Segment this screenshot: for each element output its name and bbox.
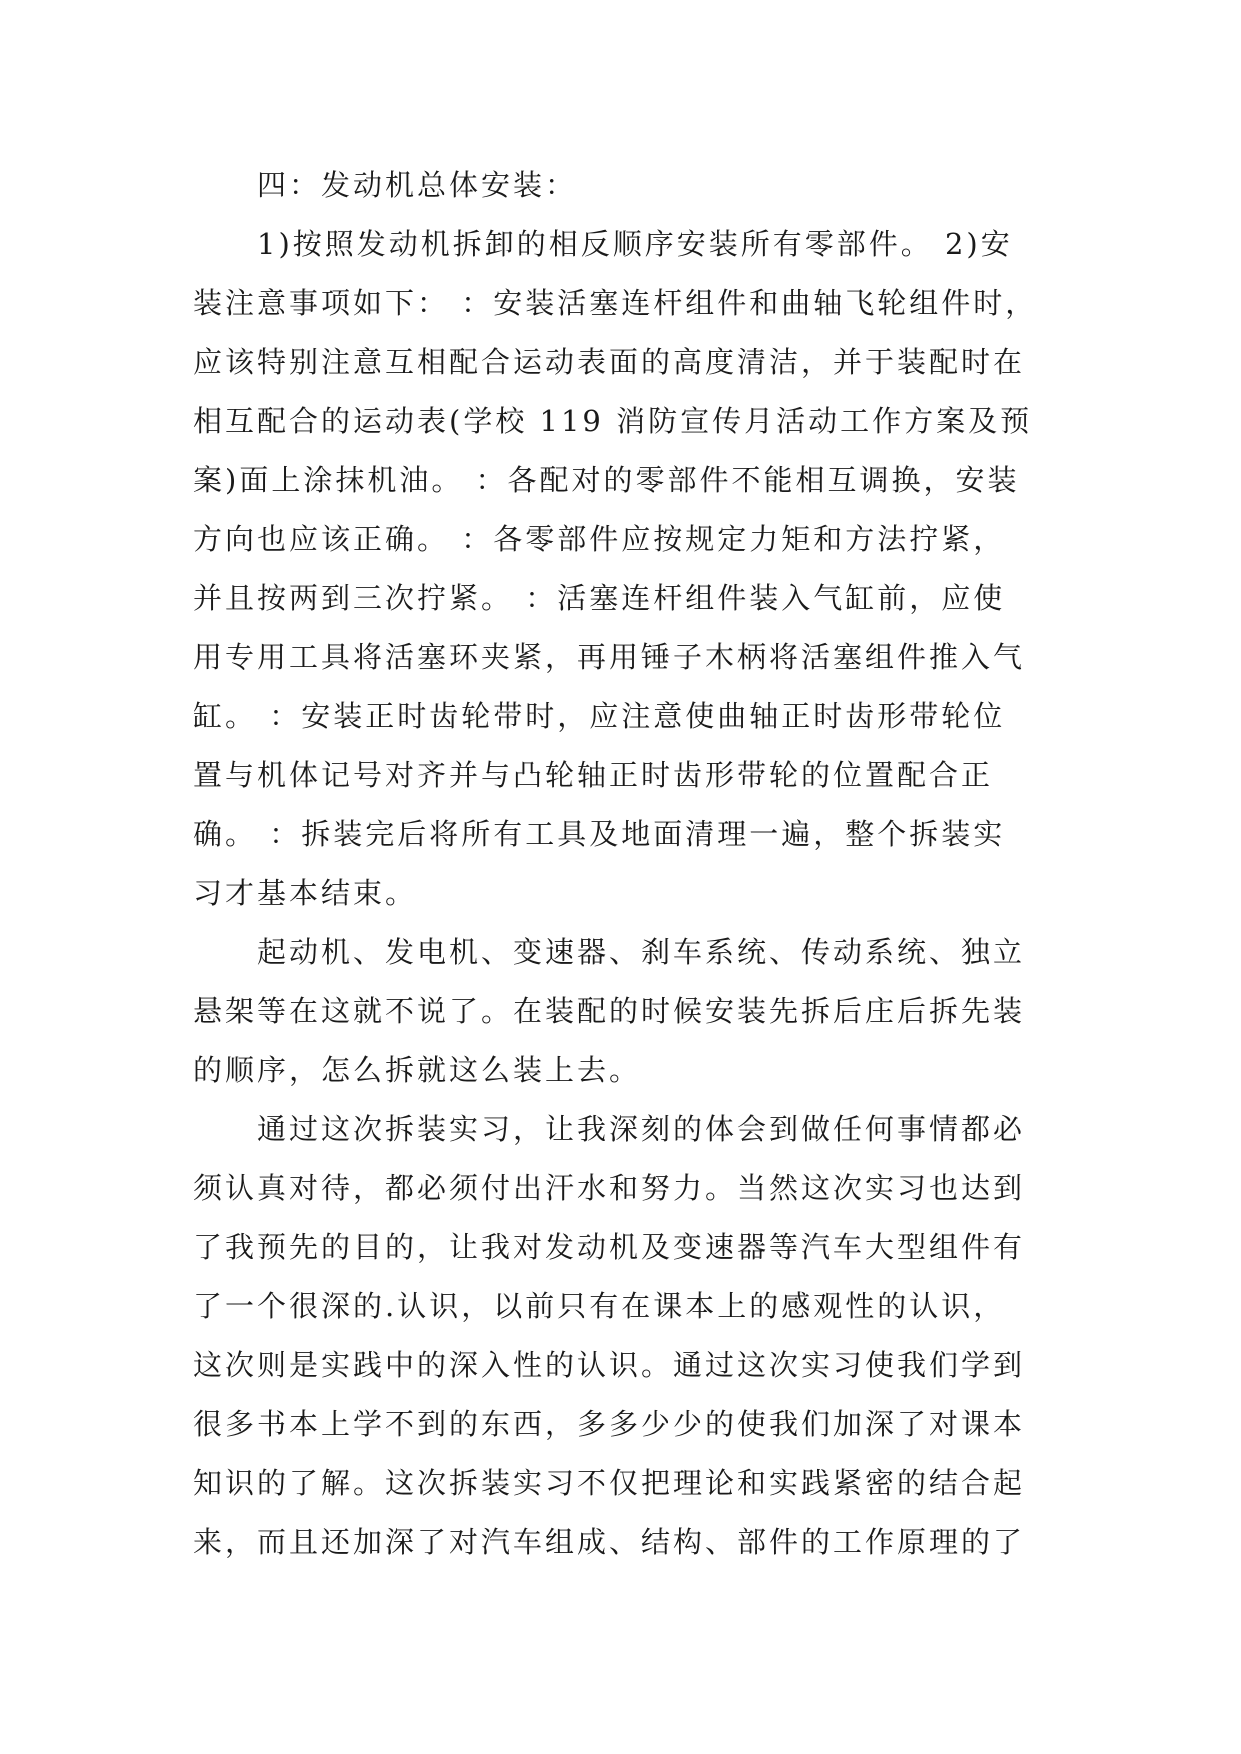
text-line: 这次则是实践中的深入性的认识。通过这次实习使我们学到: [193, 1348, 1026, 1382]
text-line: 并且按两到三次拧紧。 ：活塞连杆组件装入气缸前，应使: [193, 581, 1006, 615]
text-line: 很多书本上学不到的东西，多多少少的使我们加深了对课本: [193, 1407, 1026, 1441]
text-line: 用专用工具将活塞环夹紧，再用锤子木柄将活塞组件推入气: [193, 640, 1026, 674]
text-line: 来，而且还加深了对汽车组成、结构、部件的工作原理的了: [193, 1525, 1026, 1559]
text-line: 习才基本结束。: [193, 876, 418, 910]
text-line: 的顺序，怎么拆就这么装上去。: [193, 1053, 642, 1087]
text-line: 确。 ：拆装完后将所有工具及地面清理一遍，整个拆装实: [193, 817, 1006, 851]
text-line: 悬架等在这就不说了。在装配的时候安装先拆后庄后拆先装: [193, 994, 1026, 1028]
text-line: 1)按照发动机拆卸的相反顺序安装所有零部件。 2)安: [257, 227, 1013, 261]
text-line: 应该特别注意互相配合运动表面的高度清洁，并于装配时在: [193, 345, 1026, 379]
heading-engine-assembly: 四：发动机总体安装：: [257, 168, 578, 202]
text-line: 装注意事项如下： ：安装活塞连杆组件和曲轴飞轮组件时，: [193, 286, 1038, 320]
text-line: 了我预先的目的，让我对发动机及变速器等汽车大型组件有: [193, 1230, 1026, 1264]
text-line: 知识的了解。这次拆装实习不仅把理论和实践紧密的结合起: [193, 1466, 1026, 1500]
text-line: 了一个很深的.认识，以前只有在课本上的感观性的认识，: [193, 1289, 1006, 1323]
text-line: 通过这次拆装实习，让我深刻的体会到做任何事情都必: [257, 1112, 1026, 1146]
text-line: 须认真对待，都必须付出汗水和努力。当然这次实习也达到: [193, 1171, 1026, 1205]
text-line: 方向也应该正确。 ：各零部件应按规定力矩和方法拧紧，: [193, 522, 1006, 556]
text-line: 相互配合的运动表(学校 119 消防宣传月活动工作方案及预: [193, 404, 1033, 438]
text-line: 案)面上涂抹机油。 ：各配对的零部件不能相互调换，安装: [193, 463, 1020, 497]
body-text: [193, 156, 1073, 1572]
text-line: 缸。 ：安装正时齿轮带时，应注意使曲轴正时齿形带轮位: [193, 699, 1006, 733]
text-line: 置与机体记号对齐并与凸轮轴正时齿形带轮的位置配合正: [193, 758, 994, 792]
text-line: 起动机、发电机、变速器、刹车系统、传动系统、独立: [257, 935, 1026, 969]
